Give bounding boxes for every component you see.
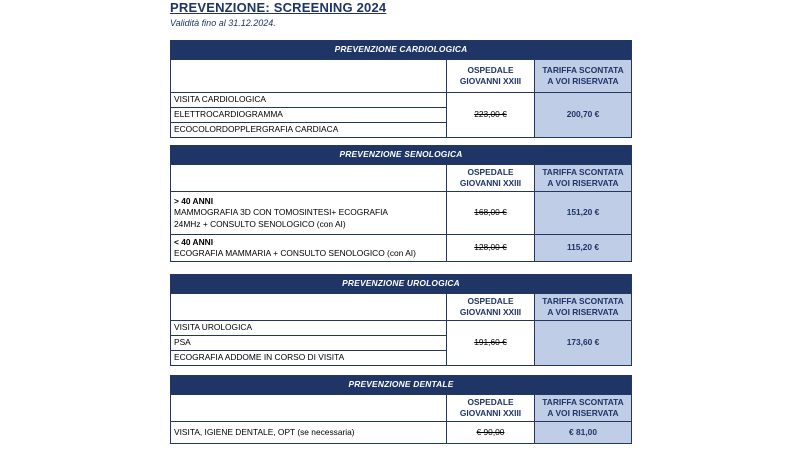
service-item: PSA	[171, 336, 447, 351]
cardio-header: PREVENZIONE CARDIOLOGICA	[171, 41, 632, 60]
cardio-blank-cell	[171, 60, 447, 93]
discounted-price: 151,20 €	[535, 192, 632, 235]
dent-table	[170, 375, 632, 444]
validity-note: Validità fino al 31.12.2024.	[170, 18, 276, 28]
seno-table	[170, 145, 632, 262]
uro-header: PREVENZIONE UROLOGICA	[171, 275, 632, 294]
rate-column-header: TARIFFA SCONTATA A VOI RISERVATA	[535, 60, 632, 93]
age-group-over-40: > 40 ANNI MAMMOGRAFIA 3D CON TOMOSINTESI+ ECOGRAFIA 24MHz + CONSULTO SENOLOGICO (con AI)	[171, 192, 447, 235]
service-item: ECOCOLORDOPPLERGRAFIA CARDIACA	[171, 123, 447, 138]
hospital-price: € 90,00	[447, 422, 535, 444]
uro-table	[170, 274, 632, 366]
service-item: ELETTROCARDIOGRAMMA	[171, 108, 447, 123]
dent-blank-cell	[171, 395, 447, 422]
rate-column-header: TARIFFA SCONTATA A VOI RISERVATA	[535, 165, 632, 192]
hospital-column-header: OSPEDALE GIOVANNI XXIII	[447, 60, 535, 93]
cardio-table	[170, 40, 632, 138]
age-group-under-40: < 40 ANNI ECOGRAFIA MAMMARIA + CONSULTO SENOLOGICO (con AI)	[171, 235, 447, 262]
discounted-price: 115,20 €	[535, 235, 632, 262]
service-item: ECOGRAFIA ADDOME IN CORSO DI VISITA	[171, 351, 447, 366]
hospital-column-header: OSPEDALE GIOVANNI XXIII	[447, 294, 535, 321]
uro-blank-cell	[171, 294, 447, 321]
service-item: VISITA, IGIENE DENTALE, OPT (se necessaria)	[171, 422, 447, 444]
hospital-price: 168,00 €	[447, 192, 535, 235]
rate-column-header: TARIFFA SCONTATA A VOI RISERVATA	[535, 395, 632, 422]
hospital-price: 223,00 €	[447, 93, 535, 138]
hospital-price: 191,60 €	[447, 321, 535, 366]
seno-header: PREVENZIONE SENOLOGICA	[171, 146, 632, 165]
hospital-column-header: OSPEDALE GIOVANNI XXIII	[447, 395, 535, 422]
dent-header: PREVENZIONE DENTALE	[171, 376, 632, 395]
hospital-column-header: OSPEDALE GIOVANNI XXIII	[447, 165, 535, 192]
service-item: VISITA CARDIOLOGICA	[171, 93, 447, 108]
discounted-price: € 81,00	[535, 422, 632, 444]
page-title: PREVENZIONE: SCREENING 2024	[170, 0, 387, 15]
discounted-price: 200,70 €	[535, 93, 632, 138]
rate-column-header: TARIFFA SCONTATA A VOI RISERVATA	[535, 294, 632, 321]
hospital-price: 128,00 €	[447, 235, 535, 262]
seno-blank-cell	[171, 165, 447, 192]
service-item: VISITA UROLOGICA	[171, 321, 447, 336]
discounted-price: 173,60 €	[535, 321, 632, 366]
